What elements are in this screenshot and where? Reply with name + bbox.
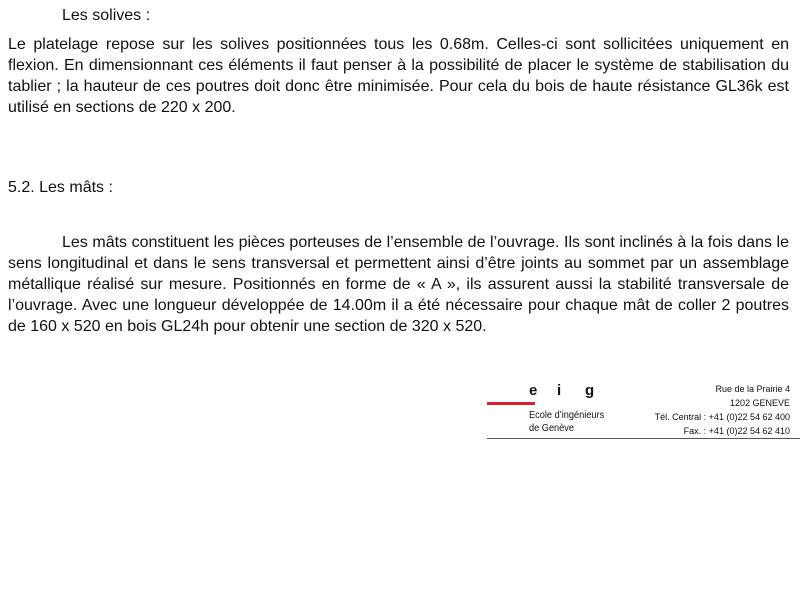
logo-school-name-line1: Ecole d’ingénieurs: [529, 410, 605, 421]
address-city: 1202 GENEVE: [729, 398, 790, 408]
address-phone: Tél. Central : +41 (0)22 54 62 400: [654, 412, 790, 422]
logo-letters: [529, 382, 613, 399]
paragraph-solives: Le platelage repose sur les solives positionnées tous les 0.68m. Celles-ci sont sollicitées uniquement en flexion. En dimensionnant ces éléments il faut penser à la possibilité de placer le système de stabilisation du tablier ; la hauteur de ces poutres doit donc être minimisée. Pour cela du bois de haute résistance GL36k est utilisé en sections de 220 x 200.: [8, 36, 789, 116]
address-fax: Fax. : +41 (0)22 54 62 410: [683, 426, 790, 436]
logo-letter-i: i: [557, 382, 562, 399]
section-heading-mats: 5.2. Les mâts :: [8, 179, 113, 196]
paragraph-mats: Les mâts constituent les pièces porteuses de l’ensemble de l’ouvrage. Ils sont inclinés à la fois dans le sens longitudinal et dans le sens transversal et permettent ainsi d’être joints au sommet par un assemblage métallique réalisé sur mesure. Positionnés en forme de « A », ils assurent aussi la stabilité transversale de l’ouvrage. Avec une longueur développée de 14.00m il a été nécessaire pour chaque mât de coller 2 poutres de 160 x 520 en bois GL24h pour obtenir une section de 320 x 520.: [8, 234, 789, 335]
address-street: Rue de la Prairie 4: [715, 384, 790, 394]
footer-address: [655, 382, 790, 438]
logo-letter-g: g: [585, 382, 595, 399]
section-heading-solives: Les solives :: [62, 7, 151, 24]
footer-letterhead: [487, 380, 800, 439]
logo-accent-bar: [487, 402, 535, 405]
eig-logo: [487, 380, 627, 438]
logo-letter-e: e: [529, 382, 538, 399]
logo-school-name-line2: de Genève: [529, 423, 575, 434]
